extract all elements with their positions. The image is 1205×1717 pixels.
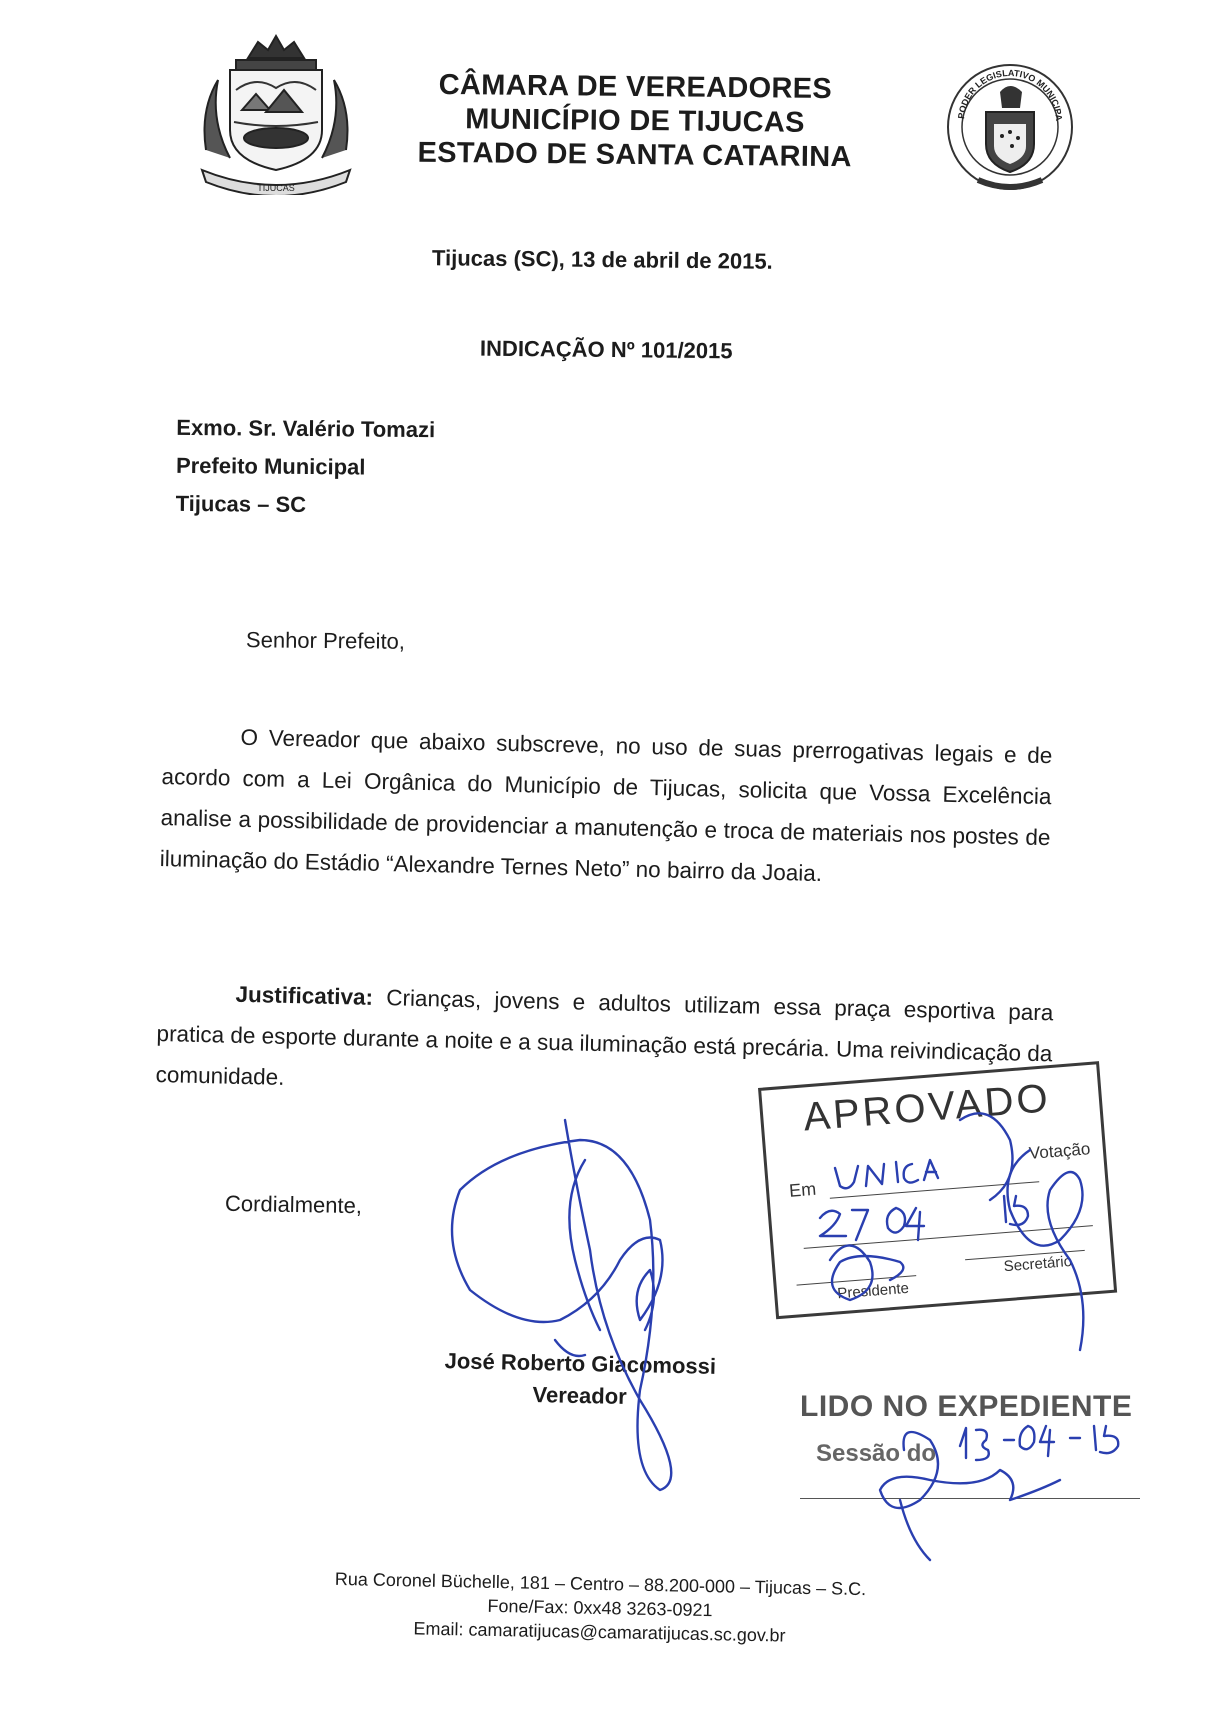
signer-signature (452, 1120, 671, 1490)
expediente-sessao-label: Sessão do (816, 1440, 937, 1467)
salutation: Senhor Prefeito, (245, 627, 406, 654)
justification-label: Justificativa: (235, 981, 374, 1010)
body-paragraph: O Vereador que abaixo subscreve, no uso de suas prerrogativas legais e de acordo com a Lei Orgânica do Município de Tijucas, solicita que Vossa Excelência analise a possibilidade de providenciar a manutenção e troca de materiais nos postes de iluminação do Estádio “Alexandre Ternes Neto” no bairro da Joaia. (159, 724, 1053, 886)
signer-block (419, 1345, 740, 1416)
document-date: Tijucas (SC), 13 de abril de 2015. (431, 245, 773, 274)
addressee-city: Tijucas – SC (175, 490, 307, 518)
header-line-1: CÂMARA DE VEREADORES (438, 68, 833, 106)
poder-legislativo-municipal-seal-icon (942, 52, 1077, 202)
stamp-rule (804, 1225, 1093, 1249)
institution-header (399, 68, 870, 175)
stamp-em-label: Em (788, 1178, 817, 1201)
addressee-role: Prefeito Municipal (175, 452, 366, 480)
footer-address: Rua Coronel Büchelle, 181 – Centro – 88.200-000 – Tijucas – S.C. (334, 1568, 867, 1600)
expediente-stamp-title: LIDO NO EXPEDIENTE (800, 1390, 1133, 1423)
header-line-2: MUNICÍPIO DE TIJUCAS (465, 103, 805, 139)
expediente-rule (800, 1498, 1140, 1499)
approval-stamp (758, 1061, 1117, 1319)
stamp-presidente-label: Presidente (836, 1279, 910, 1303)
signer-name: José Roberto Giacomossi (444, 1348, 717, 1379)
footer-email: Email: camaratijucas@camaratijucas.sc.gov.br (413, 1618, 786, 1646)
header-line-3: ESTADO DE SANTA CATARINA (417, 136, 852, 174)
seal-arc-text: PODER LEGISLATIVO MUNICIPA (956, 67, 1065, 122)
expediente-handwritten-date (960, 1426, 1118, 1460)
document-id: INDICAÇÃO Nº 101/2015 (479, 335, 733, 364)
stamp-title: APROVADO (801, 1076, 1053, 1140)
closing: Cordialmente, (224, 1190, 363, 1219)
svg-text:TIJUCAS: TIJUCAS (257, 183, 295, 193)
stamp-rule (830, 1181, 1039, 1198)
addressee-block (176, 409, 436, 525)
footer (269, 1566, 930, 1651)
stamp-secretario-label: Secretário (1003, 1252, 1073, 1276)
footer-phone: Fone/Fax: 0xx48 3263-0921 (487, 1595, 713, 1621)
addressee-name: Exmo. Sr. Valério Tomazi (176, 414, 436, 443)
tijucas-coat-of-arms-icon (196, 30, 356, 195)
stamp-votacao-label: Votação (1028, 1139, 1091, 1163)
justification-text: Crianças, jovens e adultos utilizam essa praça esportiva para pratica de esporte durante a noite e a sua iluminação está precária. Uma reivindicação da comunidade. (155, 984, 1054, 1090)
signer-title: Vereador (532, 1382, 628, 1409)
